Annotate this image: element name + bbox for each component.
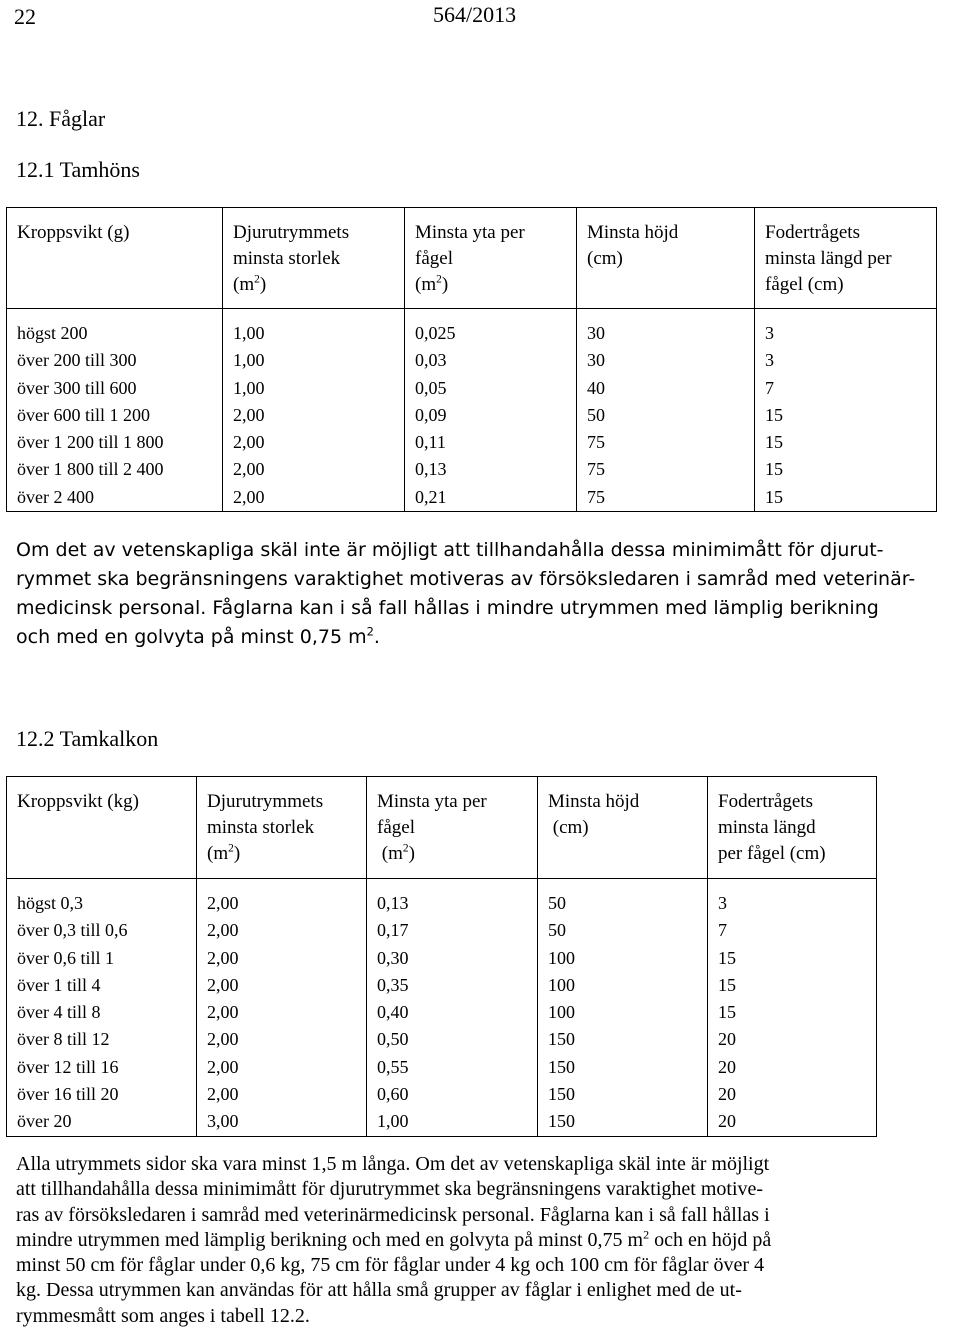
header-cell: Fodertrågets minsta längd per fågel (cm) <box>708 777 877 879</box>
min-area-column: 0,13 0,17 0,30 0,35 0,40 0,50 0,55 0,60 1,00 <box>367 879 538 1137</box>
header-cell: Minsta yta per fågel $(m^2)$ <box>405 208 577 309</box>
header-cell: Minsta höjd (cm) <box>538 777 708 879</box>
min-area-column: 0,025 0,03 0,05 0,09 0,11 0,13 0,21 <box>405 309 577 512</box>
table-header-row <box>7 777 877 879</box>
paragraph-tamkalkon: Alla utrymmets sidor ska vara minst 1,5 m långa. Om det av vetenskapliga skäl inte är möjligt att tillhandahålla dessa minimimått för djurutrymmet ska begränsningens varaktighet motive- ras av försöksledaren i samråd med veterinärmedicinsk personal. Fåglarna kan i så fall hållas i mindre utrymmen med lämplig berikning och med en golvyta på minst 0,75 $m^2$ och en höjd på minst 50 cm för fåglar under 0,6 kg, 75 cm för fåglar under 4 kg och 100 cm för fåglar över 4 kg. Dessa utrymmen kan användas för att hålla små grupper av fåglar i enlighet med de ut- rymmesmått som anges i tabell 12.2. <box>16 1153 772 1327</box>
header-cell: Kroppsvikt (kg) <box>7 777 197 879</box>
area-column: 2,00 2,00 2,00 2,00 2,00 2,00 2,00 2,00 3,00 <box>197 879 367 1137</box>
paragraph-tamhons: Om det av vetenskapliga skäl inte är möjligt att tillhandahålla dessa minimimått för djurut- rymmet ska begränsningens varaktighet motiveras av försöksledaren i samråd med veterinär- medicinsk personal. Fåglarna kan i så fall hållas i mindre utrymmen med lämplig berikning och med en golvyta på minst 0,75 $m^2$. <box>16 539 916 648</box>
header-cell: Kroppsvikt (g) <box>7 208 223 309</box>
table2-title: 12.2 Tamkalkon <box>16 726 159 751</box>
weight-column: högst 200 över 200 till 300 över 300 till 600 över 600 till 1 200 över 1 200 till 1 800 över 1 800 till 2 400 över 2 400 <box>7 309 223 512</box>
trough-column: 3 3 7 15 15 15 15 <box>755 309 937 512</box>
header-cell: Minsta yta per fågel $(m^2)$ <box>367 777 538 879</box>
page-number: 22 <box>14 4 36 29</box>
header-cell: Minsta höjd (cm) <box>577 208 755 309</box>
header-cell: Fodertrågets minsta längd per fågel (cm) <box>755 208 937 309</box>
table-header-row <box>7 208 937 309</box>
area-column: 1,00 1,00 1,00 2,00 2,00 2,00 2,00 <box>223 309 405 512</box>
header-cell: Djurutrymmets minsta storlek $(m^2)$ <box>197 777 367 879</box>
height-column: 50 50 100 100 100 150 150 150 150 <box>538 879 708 1137</box>
table-body-row <box>7 879 877 1137</box>
header-cell: Djurutrymmets minsta storlek $(m^2)$ <box>223 208 405 309</box>
table-tamhons <box>6 207 937 512</box>
table-body-row <box>7 309 937 512</box>
table1-title: 12.1 Tamhöns <box>16 157 140 182</box>
document-reference: 564/2013 <box>433 2 517 27</box>
weight-column: högst 0,3 över 0,3 till 0,6 över 0,6 till 1 över 1 till 4 över 4 till 8 över 8 till 12 över 12 till 16 över 16 till 20 över 20 <box>7 879 197 1137</box>
height-column: 30 30 40 50 75 75 75 <box>577 309 755 512</box>
table-tamkalkon <box>6 776 877 1137</box>
section-heading: 12. Fåglar <box>16 106 106 131</box>
trough-column: 3 7 15 15 15 20 20 20 20 <box>708 879 877 1137</box>
